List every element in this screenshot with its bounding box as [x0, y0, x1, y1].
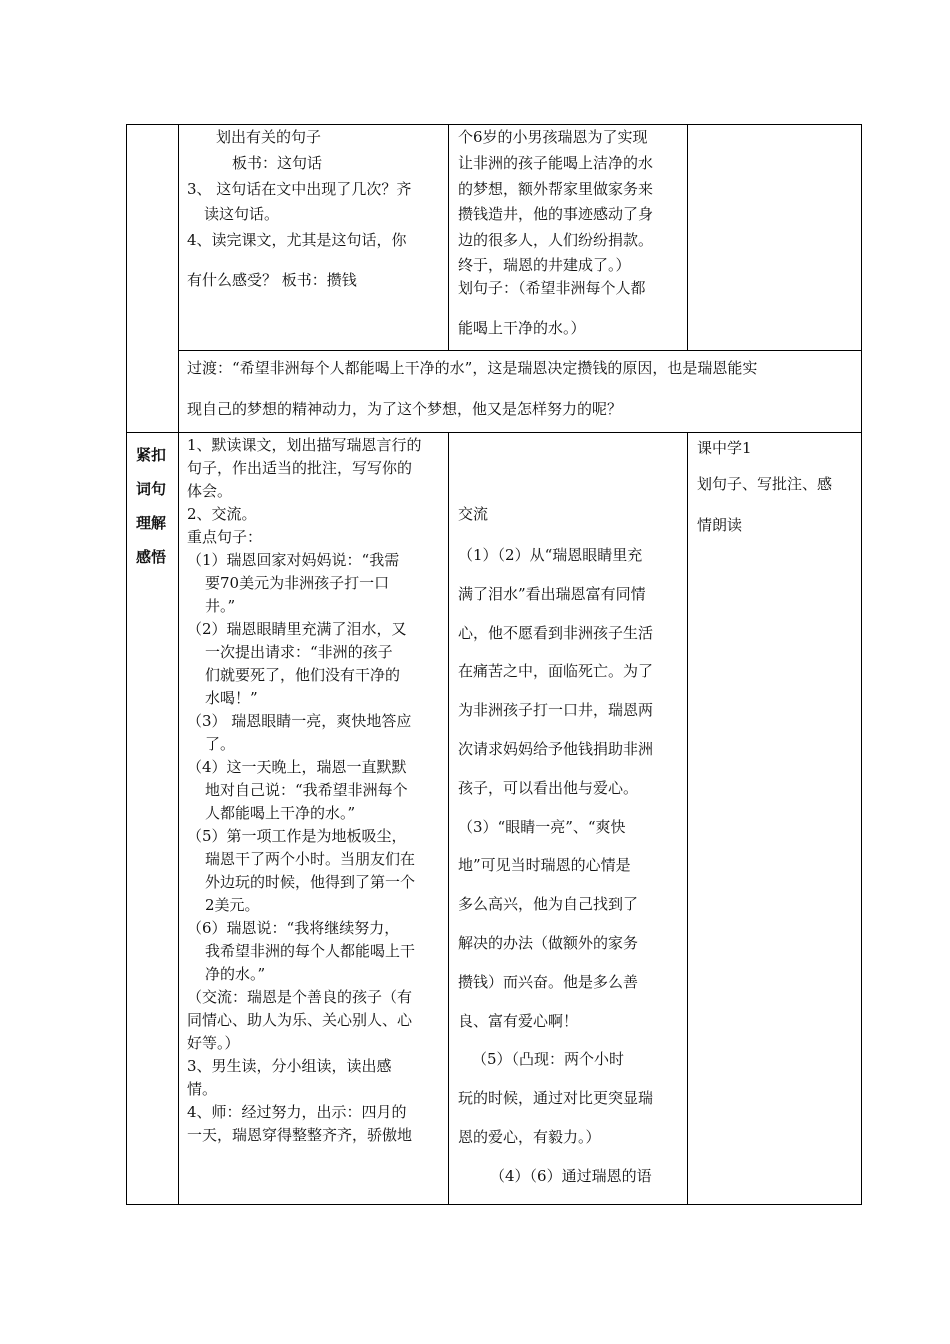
student-line: 地”可见当时瑞恩的心情是 [458, 856, 631, 875]
table-bottom-border [126, 1204, 862, 1205]
key-sentence-line: （1）瑞恩回家对妈妈说：“我需 [187, 551, 400, 569]
teacher-line: 有什么感受？ 板书：攒钱 [187, 271, 357, 289]
column-divider-1 [178, 124, 179, 1205]
teacher-line: 读这句话。 [204, 205, 280, 223]
student-line: 划句子：（希望非洲每个人都 [458, 279, 646, 297]
student-line: 在痛苦之中，面临死亡。为了 [458, 662, 654, 681]
student-line: 的梦想，额外帮家里做家务来 [458, 180, 654, 198]
student-line: 攒钱）而兴奋。他是多么善 [458, 972, 639, 991]
key-sentence-line: 了。 [205, 735, 236, 753]
teacher-line: 重点句子： [187, 528, 263, 546]
key-sentence-line: 净的水。” [205, 965, 266, 983]
student-line: 次请求妈妈给予他钱捐助非洲 [458, 739, 654, 758]
teacher-line: 一天，瑞恩穿得整整齐齐，骄傲地 [187, 1126, 413, 1144]
key-sentence-line: 外边玩的时候，他得到了第一个 [205, 873, 416, 891]
teacher-line: 4、师：经过努力，出示：四月的 [187, 1103, 407, 1121]
section-title [136, 438, 166, 574]
teacher-line: 好等。） [187, 1034, 240, 1052]
key-sentence-line: （5）第一项工作是为地板吸尘， [187, 827, 407, 845]
teacher-line: 情。 [187, 1080, 218, 1098]
teacher-line: 3、男生读，分小组读，读出感 [187, 1057, 392, 1075]
student-line: 孩子，可以看出他与爱心。 [458, 778, 639, 797]
student-line: 让非洲的孩子能喝上洁净的水 [458, 154, 654, 172]
student-line: （4）（6）通过瑞恩的语 [490, 1166, 652, 1185]
student-line: （1）（2）从“瑞恩眼睛里充 [458, 546, 643, 564]
teacher-line: 1、默读课文，划出描写瑞恩言行的 [187, 436, 422, 454]
key-sentence-line: （6）瑞恩说：“我将继续努力， [187, 919, 400, 937]
section-title-line: 词句 [136, 480, 167, 498]
key-sentence-line: 人都能喝上干净的水。” [205, 804, 356, 822]
student-line: 良、富有爱心啊！ [458, 1011, 579, 1030]
student-line: 满了泪水”看出瑞恩富有同情 [458, 584, 646, 603]
student-line: 个6岁的小男孩瑞恩为了实现 [458, 128, 648, 146]
student-line: 解决的办法（做额外的家务 [458, 933, 639, 952]
student-line: 心，他不愿看到非洲孩子生活 [458, 623, 654, 642]
transition-text: 过渡：“希望非洲每个人都能喝上干净的水”，这是瑞恩决定攒钱的原因，也是瑞恩能实 [187, 359, 758, 377]
student-line: 终于，瑞恩的井建成了。） [458, 256, 631, 274]
student-line: 为非洲孩子打一口井，瑞恩两 [458, 701, 654, 720]
notes-line: 划句子、写批注、感 [697, 475, 833, 493]
teacher-line: 同情心、助人为乐、关心别人、心 [187, 1011, 413, 1029]
teacher-line: 2、交流。 [187, 505, 257, 523]
section-title-line: 理解 [136, 514, 167, 532]
teacher-line: 3、 这句话在文中出现了几次？齐 [187, 180, 412, 198]
student-line: 攒钱造井，他的事迹感动了身 [458, 205, 654, 223]
column-divider-2-top [448, 124, 449, 351]
teacher-line: 4、读完课文，尤其是这句话，你 [187, 231, 407, 249]
notes-title: 课中学1 [697, 439, 752, 457]
column-divider-3-bottom [687, 432, 688, 1205]
key-sentence-line: （2）瑞恩眼睛里充满了泪水，又 [187, 620, 407, 638]
key-sentence-line: 我希望非洲的每个人都能喝上干 [205, 942, 416, 960]
key-sentence-line: （4）这一天晚上，瑞恩一直默默 [187, 758, 407, 776]
column-divider-3-top [687, 124, 688, 351]
teacher-activity [187, 434, 422, 1147]
key-sentence-line: 们就要死了，他们没有干净的 [205, 666, 401, 684]
student-line: （3）“眼睛一亮”、“爽快 [458, 817, 626, 836]
key-sentence-line: （3） 瑞恩眼睛一亮，爽快地答应 [187, 712, 412, 730]
teacher-line: 句子，作出适当的批注，写写你的 [187, 459, 413, 477]
column-divider-2-bottom [448, 432, 449, 1205]
student-line: 边的很多人，人们纷纷捐款。 [458, 231, 654, 249]
student-line: 玩的时候，通过对比更突显瑞 [458, 1089, 654, 1108]
student-line: 多么高兴，他为自己找到了 [458, 895, 639, 914]
section-title-line: 感悟 [136, 548, 167, 566]
student-line: 恩的爱心，有毅力。） [458, 1127, 601, 1146]
key-sentence-line: 水喝！” [205, 689, 258, 707]
key-sentence-line: 井。” [205, 597, 236, 615]
table-left-border [126, 124, 127, 1205]
board-note: 板书：这句话 [232, 154, 323, 172]
section-title-line: 紧扣 [136, 446, 167, 464]
teacher-line: 划出有关的句子 [216, 128, 322, 146]
teacher-line: 体会。 [187, 482, 233, 500]
teacher-line: （交流：瑞恩是个善良的孩子（有 [187, 988, 413, 1006]
notes-line: 情朗读 [697, 516, 743, 534]
student-line: （5）（凸现：两个小时 [472, 1050, 625, 1069]
key-sentence-line: 一次提出请求：“非洲的孩子 [205, 643, 393, 661]
row-divider-transition [178, 350, 862, 351]
key-sentence-line: 2美元。 [205, 896, 260, 914]
transition-text: 现自己的梦想的精神动力，为了这个梦想，他又是怎样努力的呢？ [187, 400, 623, 418]
student-activity [458, 536, 653, 1196]
key-sentence-line: 要70美元为非洲孩子打一口 [205, 574, 390, 592]
student-heading: 交流 [458, 505, 489, 523]
row-divider-section [126, 432, 862, 433]
student-line: 能喝上干净的水。） [458, 319, 586, 337]
key-sentence-line: 地对自己说：“我希望非洲每个 [205, 781, 408, 799]
table-right-border [861, 124, 862, 1205]
key-sentence-line: 瑞恩干了两个小时。当朋友们在 [205, 850, 416, 868]
